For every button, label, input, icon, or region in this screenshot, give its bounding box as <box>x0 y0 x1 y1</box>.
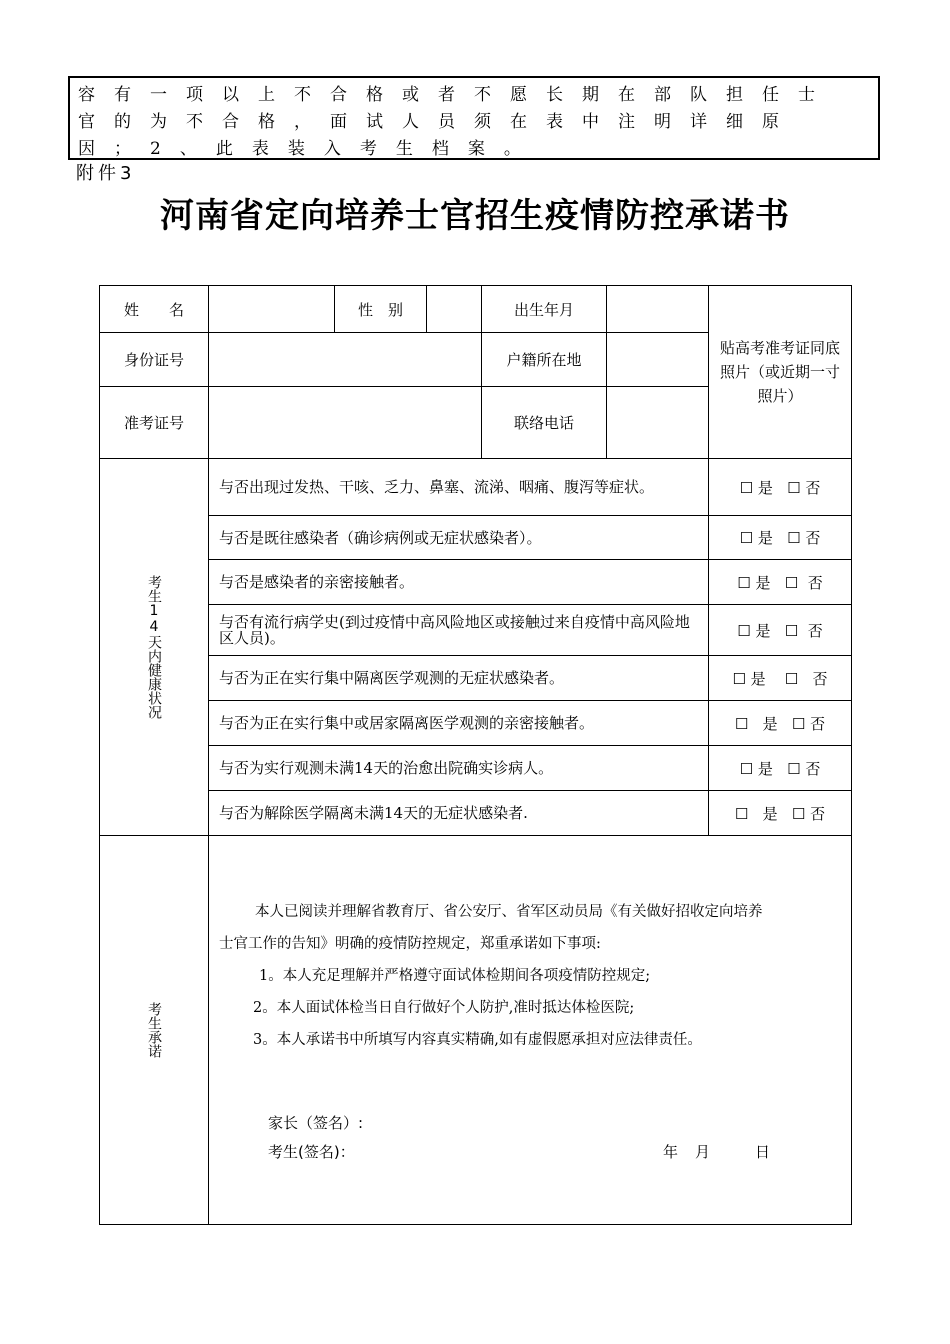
no-checkbox[interactable]: ☐ <box>791 804 806 823</box>
promise-item-1: 1。本人充足理解并严格遵守面试体检期间各项疫情防控规定; <box>259 967 651 984</box>
remarks-box <box>68 76 880 160</box>
yes-checkbox[interactable]: ☐ <box>737 621 751 640</box>
no-checkbox[interactable]: ☐ <box>791 714 806 733</box>
promise-row <box>100 836 852 1225</box>
gender-field[interactable] <box>427 286 482 333</box>
health-row <box>100 656 852 701</box>
promise-intro-line1: 本人已阅读并理解省教育厅、省公安厅、省军区动员局《有关做好招收定向培养 <box>255 903 763 920</box>
exam-number-field[interactable] <box>209 387 482 459</box>
date-month-label: 月 <box>695 1142 711 1161</box>
id-field[interactable] <box>209 333 482 387</box>
page-title: 河南省定向培养士官招生疫情防控承诺书 <box>160 196 790 236</box>
promise-item-2: 2。本人面试体检当日自行做好个人防护,准时抵达体检医院; <box>253 999 635 1016</box>
health-section-label: 考生14天内健康状况 <box>146 575 162 719</box>
health-row <box>100 560 852 605</box>
birth-label: 出生年月 <box>482 286 607 333</box>
health-question: 与否为正在实行集中或居家隔离医学观测的亲密接触者。 <box>209 701 709 746</box>
exam-number-label: 准考证号 <box>100 387 209 459</box>
yes-checkbox[interactable]: ☐ <box>734 804 749 823</box>
yes-checkbox[interactable]: ☐ <box>739 478 754 497</box>
no-checkbox[interactable]: ☐ <box>787 759 801 778</box>
no-label: 否 <box>807 573 823 592</box>
photo-instruction: 贴高考准考证同底照片（或近期一寸照片） <box>719 339 840 405</box>
promise-content <box>209 837 851 1224</box>
student-signature-label: 考生(签名)： <box>268 1142 355 1161</box>
pledge-form-table <box>99 285 852 1225</box>
yes-no-choice <box>709 516 852 560</box>
yes-label: 是 <box>757 529 773 547</box>
photo-placeholder[interactable] <box>709 286 852 459</box>
phone-field[interactable] <box>607 387 709 459</box>
no-checkbox[interactable]: ☐ <box>784 669 799 688</box>
yes-no-choice <box>709 560 852 605</box>
id-label: 身份证号 <box>100 333 209 387</box>
yes-checkbox[interactable]: ☐ <box>739 529 754 547</box>
info-row-name <box>100 286 852 333</box>
health-row <box>100 746 852 791</box>
health-row <box>100 701 852 746</box>
yes-no-choice <box>709 746 852 791</box>
yes-no-choice <box>709 791 852 836</box>
health-row <box>100 605 852 656</box>
yes-label: 是 <box>757 759 773 778</box>
yes-checkbox[interactable]: ☐ <box>739 759 754 778</box>
remarks-text: 容有一项以上不合格或者不愿长期在部队担任士官的为不合格，面试人员须在表中注明详细原因；2、此表装入考生档案。 <box>78 85 834 159</box>
yes-label: 是 <box>757 478 773 497</box>
no-checkbox[interactable]: ☐ <box>787 478 801 497</box>
yes-no-choice <box>709 605 852 656</box>
health-question: 与否是感染者的亲密接触者。 <box>209 560 709 605</box>
yes-checkbox[interactable]: ☐ <box>737 573 751 592</box>
no-label: 否 <box>812 669 828 688</box>
no-label: 否 <box>805 759 821 778</box>
yes-label: 是 <box>755 573 771 592</box>
no-checkbox[interactable]: ☐ <box>784 573 799 592</box>
no-label: 否 <box>805 529 821 547</box>
promise-content-cell <box>209 836 852 1225</box>
no-label: 否 <box>805 478 821 497</box>
parent-signature-label: 家长（签名）: <box>268 1113 364 1132</box>
no-label: 否 <box>810 804 826 823</box>
yes-checkbox[interactable]: ☐ <box>734 714 749 733</box>
date-day-label: 日 <box>755 1142 771 1161</box>
name-label: 姓 名 <box>100 286 209 333</box>
yes-no-choice <box>709 459 852 516</box>
health-question: 与否为实行观测未满14天的治愈出院确实诊病人。 <box>209 746 709 791</box>
name-field[interactable] <box>209 286 335 333</box>
health-section-label-cell <box>100 459 209 836</box>
yes-checkbox[interactable]: ☐ <box>732 669 746 688</box>
yes-label: 是 <box>762 714 778 733</box>
gender-label: 性 别 <box>335 286 427 333</box>
no-label: 否 <box>807 621 823 640</box>
health-row <box>100 459 852 516</box>
attachment-label: 附件3 <box>76 163 136 184</box>
hukou-label: 户籍所在地 <box>482 333 607 387</box>
yes-label: 是 <box>762 804 778 823</box>
health-question: 与否出现过发热、干咳、乏力、鼻塞、流涕、咽痛、腹泻等症状。 <box>209 459 709 516</box>
promise-intro-line2: 士官工作的告知》明确的疫情防控规定，郑重承诺如下事项: <box>219 935 601 952</box>
health-question: 与否有流行病学史(到过疫情中高风险地区或接触过来自疫情中高风险地区人员)。 <box>209 605 709 656</box>
hukou-field[interactable] <box>607 333 709 387</box>
yes-no-choice <box>709 701 852 746</box>
no-label: 否 <box>810 714 826 733</box>
yes-label: 是 <box>750 669 766 688</box>
health-question: 与否是既往感染者（确诊病例或无症状感染者）。 <box>209 516 709 560</box>
yes-no-choice <box>709 656 852 701</box>
health-question: 与否为正在实行集中隔离医学观测的无症状感染者。 <box>209 656 709 701</box>
date-year-label: 年 <box>663 1142 679 1161</box>
no-checkbox[interactable]: ☐ <box>787 529 801 547</box>
promise-item-3: 3。本人承诺书中所填写内容真实精确,如有虚假愿承担对应法律责任。 <box>253 1031 702 1048</box>
health-row <box>100 516 852 560</box>
yes-label: 是 <box>755 621 771 640</box>
health-question: 与否为解除医学隔离未满14天的无症状感染者. <box>209 791 709 836</box>
no-checkbox[interactable]: ☐ <box>784 621 799 640</box>
promise-section-label-cell <box>100 836 209 1225</box>
birth-field[interactable] <box>607 286 709 333</box>
phone-label: 联络电话 <box>482 387 607 459</box>
promise-section-label: 考生承诺 <box>146 1002 162 1058</box>
health-row <box>100 791 852 836</box>
